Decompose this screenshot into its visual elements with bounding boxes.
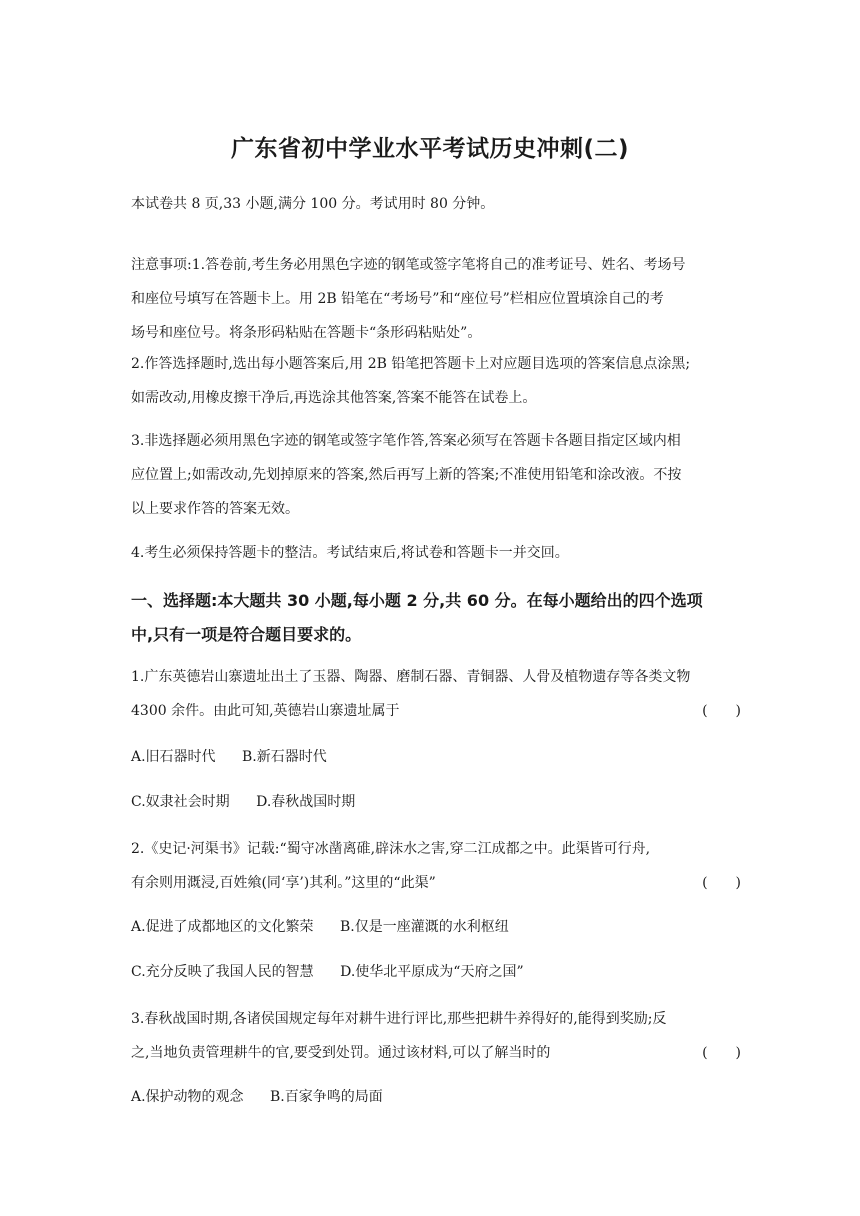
- option-3b: B.百家争鸣的局面: [270, 1089, 383, 1105]
- note-3-line-2: 应位置上;如需改动,先划掉原来的答案,然后再写上新的答案;不准使用铅笔和涂改液。不按: [131, 467, 682, 483]
- option-1b: B.新石器时代: [242, 749, 327, 765]
- note-3-line-1: 3.非选择题必须用黑色字迹的钢笔或签字笔作答,答案必须写在答题卡各题目指定区域内相: [131, 433, 681, 449]
- answer-bracket-1: ( ): [702, 703, 741, 719]
- option-2b: B.仅是一座灌溉的水利枢纽: [340, 919, 509, 935]
- note-2-line-1: 2.作答选择题时,选出每小题答案后,用 2B 铅笔把答题卡上对应题目选项的答案信息点涂黑;: [131, 356, 691, 372]
- option-1a: A.旧石器时代: [131, 749, 216, 765]
- note-1: [131, 248, 741, 350]
- answer-bracket-2: ( ): [702, 875, 741, 891]
- question-3-line-1: 3.春秋战国时期,各诸侯国规定每年对耕牛进行评比,那些把耕牛养得好的,能得到奖励;反: [131, 1011, 667, 1027]
- question-2-stem-end: 有余则用溉浸,百姓飨(同‘享’)其利。”这里的“此渠”: [131, 875, 436, 891]
- question-3-options-row-1: [131, 1080, 741, 1114]
- question-3: [131, 1002, 741, 1070]
- option-3a: A.保护动物的观念: [131, 1089, 244, 1105]
- section-heading-line-1: 一、选择题:本大题共 30 小题,每小题 2 分,共 60 分。在每小题给出的四个选项: [131, 591, 703, 610]
- question-3-line-2: [131, 1036, 741, 1070]
- question-2: [131, 832, 741, 900]
- option-1c: C.奴隶社会时期: [131, 794, 230, 810]
- question-1-options-row-1: [131, 740, 741, 774]
- option-2d: D.使华北平原成为“天府之国”: [340, 964, 524, 980]
- question-1: [131, 660, 741, 728]
- note-4: 4.考生必须保持答题卡的整洁。考试结束后,将试卷和答题卡一并交回。: [131, 545, 569, 561]
- question-3-stem-end: 之,当地负责管理耕牛的官,要受到处罚。通过该材料,可以了解当时的: [131, 1045, 551, 1061]
- page-title: 广东省初中学业水平考试历史冲刺(二): [230, 136, 630, 162]
- note-3: [131, 424, 741, 526]
- question-2-options-row-1: [131, 910, 741, 944]
- note-1-line-2: 和座位号填写在答题卡上。用 2B 铅笔在“考场号”和“座位号”栏相应位置填涂自己的考: [131, 291, 664, 307]
- exam-intro: 本试卷共 8 页,33 小题,满分 100 分。考试用时 80 分钟。: [131, 196, 495, 212]
- note-1-line-1: 注意事项:1.答卷前,考生务必用黑色字迹的钢笔或签字笔将自己的准考证号、姓名、考场号: [131, 257, 686, 273]
- question-1-line-2: [131, 694, 741, 728]
- option-2c: C.充分反映了我国人民的智慧: [131, 964, 314, 980]
- note-2-line-2: 如需改动,用橡皮擦干净后,再选涂其他答案,答案不能答在试卷上。: [131, 390, 537, 406]
- note-3-line-3: 以上要求作答的答案无效。: [131, 501, 299, 517]
- note-2: [131, 347, 741, 415]
- question-2-line-2: [131, 866, 741, 900]
- question-1-line-1: 1.广东英德岩山寨遗址出土了玉器、陶器、磨制石器、青铜器、人骨及植物遗存等各类文物: [131, 669, 691, 685]
- note-1-line-3: 场号和座位号。将条形码粘贴在答题卡“条形码粘贴处”。: [131, 325, 482, 341]
- question-2-line-1: 2.《史记·河渠书》记载:“蜀守冰凿离碓,辟沫水之害,穿二江成都之中。此渠皆可行舟,: [131, 841, 651, 857]
- section-heading-line-2: 中,只有一项是符合题目要求的。: [131, 625, 362, 644]
- question-1-options-row-2: [131, 785, 741, 819]
- question-1-stem-end: 4300 余件。由此可知,英德岩山寨遗址属于: [131, 703, 400, 719]
- section-heading: [131, 584, 741, 652]
- option-2a: A.促进了成都地区的文化繁荣: [131, 919, 314, 935]
- option-1d: D.春秋战国时期: [256, 794, 356, 810]
- question-2-options-row-2: [131, 955, 741, 989]
- answer-bracket-3: ( ): [702, 1045, 741, 1061]
